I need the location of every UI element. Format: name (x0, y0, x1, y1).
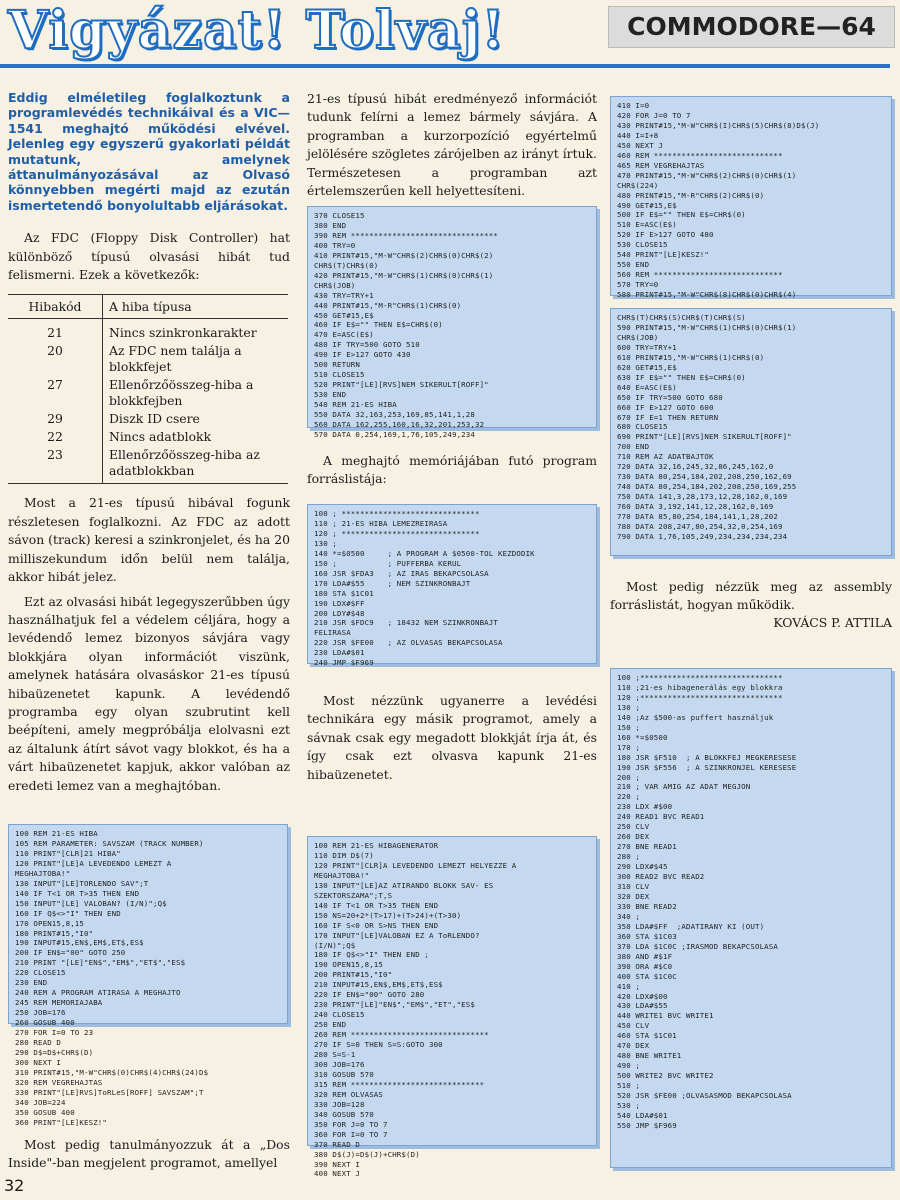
brand-banner: COMMODORE—64 (608, 6, 895, 48)
page-number: 32 (4, 1176, 25, 1195)
table-header-row (8, 295, 288, 319)
error-code-table (8, 294, 288, 484)
author-signature: KOVÁCS P. ATTILA (773, 614, 892, 630)
basic-listing-5: CHR$(T)CHR$(S)CHR$(T)CHR$(S) 590 PRINT#15,"M-W"CHR$(1)CHR$(0)CHR$(1) CHR$(JOB) 600 TRY=TRY+1 610 PRINT#15,"M-W"CHR$(1)CHR$(0) 620 GET#15,E$ 630 IF E$="" THEN E$=CHR$(0) 640 E=ASC(E$) 650 IF TRY=500 GOTO 680 660 IF E>127 GOTO 600 670 IF E=1 THEN RETURN 680 CLOSE15 690 PRINT"[LE][RVS]NEM SIKERULT[ROFF]" 700 END 710 REM AZ ADATBAJTOK 720 DATA 32,16,245,32,86,245,162,0 730 DATA 80,254,184,202,208,250,162,69 740 DATA 80,254,184,202,208,250,169,255 750 DATA 141,3,28,173,12,28,162,0,169 760 DATA 3,192,141,12,28,162,0,169 770 DATA 85,80,254,184,141,1,28,202 780 DATA 208,247,80,254,32,0,254,169 790 DATA 1,76,105,249,234,234,234,234 (610, 308, 892, 556)
header-rule (0, 64, 890, 68)
col1-paragraph-2: Most a 21-es típusú hibával fogunk részletesen foglalkozni. Az FDC az adott sávon (track) keresi a szinkronjelet, és ha 20 milliszekundum időn belül nem találja, akkor hibát jelez. (8, 495, 290, 585)
table-row (8, 410, 288, 428)
error-description: Nincs szinkronkarakter (109, 325, 257, 341)
column-2 (307, 90, 597, 200)
error-code: 23 (8, 446, 103, 484)
column-1 (8, 90, 290, 795)
intro-paragraph: Eddig elméletileg foglalkoztunk a programlevédés technikáival és a VIC—1541 meghajtó működési elvével. Jelenleg egy egyszerű gyakorlati példát mutatunk, amelynek áttanulmányozásával az Olvasó könnyebben megérti majd az ezután ismertetendő bonyolultabb eljárásokat. (8, 90, 290, 213)
error-description: Ellenőrzőösszeg-hiba a blokkfejben (109, 377, 254, 409)
error-code: 29 (8, 410, 103, 428)
col1-paragraph-4: Most pedig tanulmányozzuk át a „Dos Inside"-ban megjelent programot, amellyel (8, 1137, 290, 1171)
basic-listing-1: 100 REM 21-ES HIBA 105 REM PARAMETER: SAVSZAM (TRACK NUMBER) 110 PRINT"[CLR]21 HIBA" 120 PRINT"[LE]A LEVEDENDO LEMEZT A MEGHAJTOBA!" 130 INPUT"[LE]TORLENDO SAV";T 140 IF T<1 OR T>35 THEN END 150 INPUT"[LE] VALOBAN? (I/N)";Q$ 160 IF Q$<>"I" THEN END 170 OPEN15,8,15 180 PRINT#15,"I0" 190 INPUT#15,EN$,EM$,ET$,ES$ 200 IF EN$="00" GOTO 250 210 PRINT "[LE]"EN$","EM$","ET$","ES$ 220 CLOSE15 230 END 240 REM A PROGRAM ATIRASA A MEGHAJTO 245 REM MEMORIAJABA 250 JOB=176 260 GOSUB 400 270 FOR I=0 TO 23 280 READ D 290 D$=D$+CHR$(D) 300 NEXT I 310 PRINT#15,"M-W"CHR$(0)CHR$(4)CHR$(24)D$ 320 REM VEGREHAJTAS 330 PRINT"[LE]RVS]ToRLeS[ROFF] SAVSZAM";T 340 JOB=224 350 GOSUB 400 360 PRINT"[LE]KESZ!" (8, 824, 288, 1024)
page-title: Vigyázat! Tolvaj! (8, 0, 506, 61)
error-description: Nincs adatblokk (109, 429, 212, 445)
col2-paragraph-2: A meghajtó memóriájában futó program forráslistája: (307, 453, 597, 487)
basic-listing-4: 410 I=0 420 FOR J=0 TO 7 430 PRINT#15,"M-W"CHR$(I)CHR$(5)CHR$(8)D$(J) 440 I=I+8 450 NEXT J 460 REM **************************** 465 REM VEGREHAJTAS 470 PRINT#15,"M-W"CHR$(2)CHR$(0)CHR$(1) CHR$(224) 480 PRINT#15,"M-R"CHR$(2)CHR$(0) 490 GET#15,E$ 500 IF E$="" THEN E$=CHR$(0) 510 E=ASC(E$) 520 IF E>127 GOTO 480 530 CLOSE15 540 PRINT"[LE]KESZ!" 550 END 560 REM **************************** 570 TRY=0 580 PRINT#15,"M-W"CHR$(8)CHR$(0)CHR$(4) (610, 96, 892, 296)
error-description: Ellenőrzőösszeg-hiba az adatblokkban (103, 446, 289, 484)
table-row (8, 428, 288, 446)
col1-paragraph-1: Az FDC (Floppy Disk Controller) hat különböző típusú olvasási hibát tud felismerni. Ezek a következők: (8, 230, 290, 283)
table-row (8, 342, 288, 376)
table-row (8, 446, 288, 484)
error-code: 22 (8, 428, 103, 446)
col2-paragraph-1: 21-es típusú hibát eredményező információt tudunk felírni a lemez bármely sávjára. A programban a kurzorpozíció egyértelmű jelölésére szögletes zárójelben az irányt írtuk. Természetesen a programban azt értelemszerűen kell helyettesíteni. (307, 91, 597, 199)
col1-paragraph-3: Ezt az olvasási hibát legegyszerűbben úgy használhatjuk fel a védelem céljára, hogy a levédendő lemez bizonyos sávjára vagy blokkjára olyan információt viszünk, amelynek hatására olvasáskor 21-es típusú hibaüzenetet kapunk. A levédendő programba egy olyan szubrutint kell beépíteni, amely megpróbálja elolvasni ezt az általunk átírt sávot vagy blokkot, és ha a várt hibaüzenetet kapjuk, akkor valóban az eredeti lemez van a meghajtóban. (8, 593, 290, 793)
error-code: 20 (8, 342, 103, 376)
table-row (8, 376, 288, 410)
table-header-code: Hibakód (8, 295, 103, 319)
col2-paragraph-3: Most nézzünk ugyanerre a levédési technikára egy másik programot, amely a sávnak csak egy megadott blokkját írja át, és így csak ezt olvasva kapunk 21-es hibaüzenetet. (307, 693, 597, 782)
assembly-listing-1: 100 ; ****************************** 110 ; 21-ES HIBA LEMEZREIRASA 120 ; ****************************** 130 ; 140 *=$0500 ; A PROGRAM A $0500-TOL KEZDODIK 150 ; ; PUFFERBA KERUL 160 JSR $FDA3 ; AZ IRAS BEKAPCSOLASA 170 LDA#$55 ; NEM SZINKRONBAJT 180 STA $1C01 190 LDX#$FF 200 LDY#$48 210 JSR $FDC9 ; 18432 NEM SZINKRONBAJT FELIRASA 220 JSR $FE00 ; AZ OLVASAS BEKAPCSOLASA 230 LDA#$01 240 JMP $F969 (307, 504, 597, 664)
error-description: Az FDC nem találja a blokkfejet (109, 343, 242, 375)
col3-text (610, 578, 892, 630)
basic-listing-3: 100 REM 21-ES HIBAGENERATOR 110 DIM D$(7) 120 PRINT"[CLR]A LEVEDENDO LEMEZT HELYEZZE A MEGHAJTOBA!" 130 INPUT"[LE]AZ ATIRANDO BLOKK SAV- ES SZEKTORSZAMA";T,S 140 IF T<1 OR T>35 THEN END 150 NS=20+2*(T>17)+(T>24)+(T>30) 160 IF S<0 OR S>NS THEN END 170 INPUT"[LE]VALOBAN EZ A ToRLENDO? (I/N)";Q$ 180 IF Q$<>"I" THEN END ; 190 OPEN15,8,15 200 PRINT#15,"I0" 210 INPUT#15,EN$,EM$,ET$,ES$ 220 IF EN$="00" GOTO 280 230 PRINT"[LE]"EN$","EM$","ET","ES$ 240 CLOSE15 250 END 260 REM ****************************** 270 IF S=0 THEN S=S:GOTO 300 280 S=S-1 300 JOB=176 310 GOSUB 570 315 REM ***************************** 320 REM OLVASAS 330 JOB=128 340 GOSUB 570 350 FOR J=0 TO 7 360 FOR I=0 TO 7 370 READ D 380 D$(J)=D$(J)+CHR$(D) 390 NEXT I 400 NEXT J (307, 836, 597, 1146)
error-code: 21 (8, 319, 103, 343)
basic-listing-2: 370 CLOSE15 380 END 390 REM ******************************** 400 TRY=0 410 PRINT#15,"M-W"CHR$(2)CHR$(0)CHR$(2) CHR$(T)CHR$(0) 420 PRINT#15,"M-W"CHR$(1)CHR$(0)CHR$(1) CHR$(JOB) 430 TRY=TRY+1 440 PRINT#15,"M-R"CHR$(1)CHR$(0) 450 GET#15,E$ 460 IF E$="" THEN E$=CHR$(0) 470 E=ASC(E$) 480 IF TRY=500 GOTO 510 490 IF E>127 GOTO 430 500 RETURN 510 CLOSE15 520 PRINT"[LE][RVS]NEM SIKERULT[ROFF]" 530 END 540 REM 21-ES HIBA 550 DATA 32,163,253,169,85,141,1,28 560 DATA 162,255,160,16,32,201,253,32 570 DATA 0,254,169,1,76,105,249,234 (307, 206, 597, 428)
table-header-type: A hiba típusa (103, 295, 289, 319)
col3-paragraph-1: Most pedig nézzük meg az assembly forráslistát, hogyan működik. (610, 579, 892, 613)
error-description: Diszk ID csere (109, 411, 200, 427)
assembly-listing-2: 100 ;******************************* 110 ;21-es hibagenerálás egy blokkra 120 ;******************************* 130 ; 140 ;Az $500-as puffert használjuk 150 ; 160 *=$0500 170 ; 180 JSR $F510 ; A BLOKKFEJ MEGKERESESE 190 JSR $F556 ; A SZINKRONJEL KERESESE 200 ; 210 ; VAR AMIG AZ ADAT MEGJON 220 ; 230 LDX #$00 240 READ1 BVC READ1 250 CLV 260 DEX 270 BNE READ1 280 ; 290 LDX#$45 300 READ2 BVC READ2 310 CLV 320 DEX 330 BNE READ2 340 ; 350 LDA#$FF ;ADATIRANY KI (OUT) 360 STA $1C03 370 LDA $1C0C ;IRASMOD BEKAPCSOLASA 380 AND #$1F 390 ORA #$C0 400 STA $1C0C 410 ; 420 LDX#$00 430 LDA#$55 440 WRITE1 BVC WRITE1 450 CLV 460 STA $1C01 470 DEX 480 BNE WRITE1 490 ; 500 WRITE2 BVC WRITE2 510 ; 520 JSR $FE00 ;OLVASASMOD BEKAPCSOLASA 530 ; 540 LDA#$01 550 JMP $F969 (610, 668, 892, 1168)
table-row (8, 319, 288, 343)
error-code: 27 (8, 376, 103, 410)
